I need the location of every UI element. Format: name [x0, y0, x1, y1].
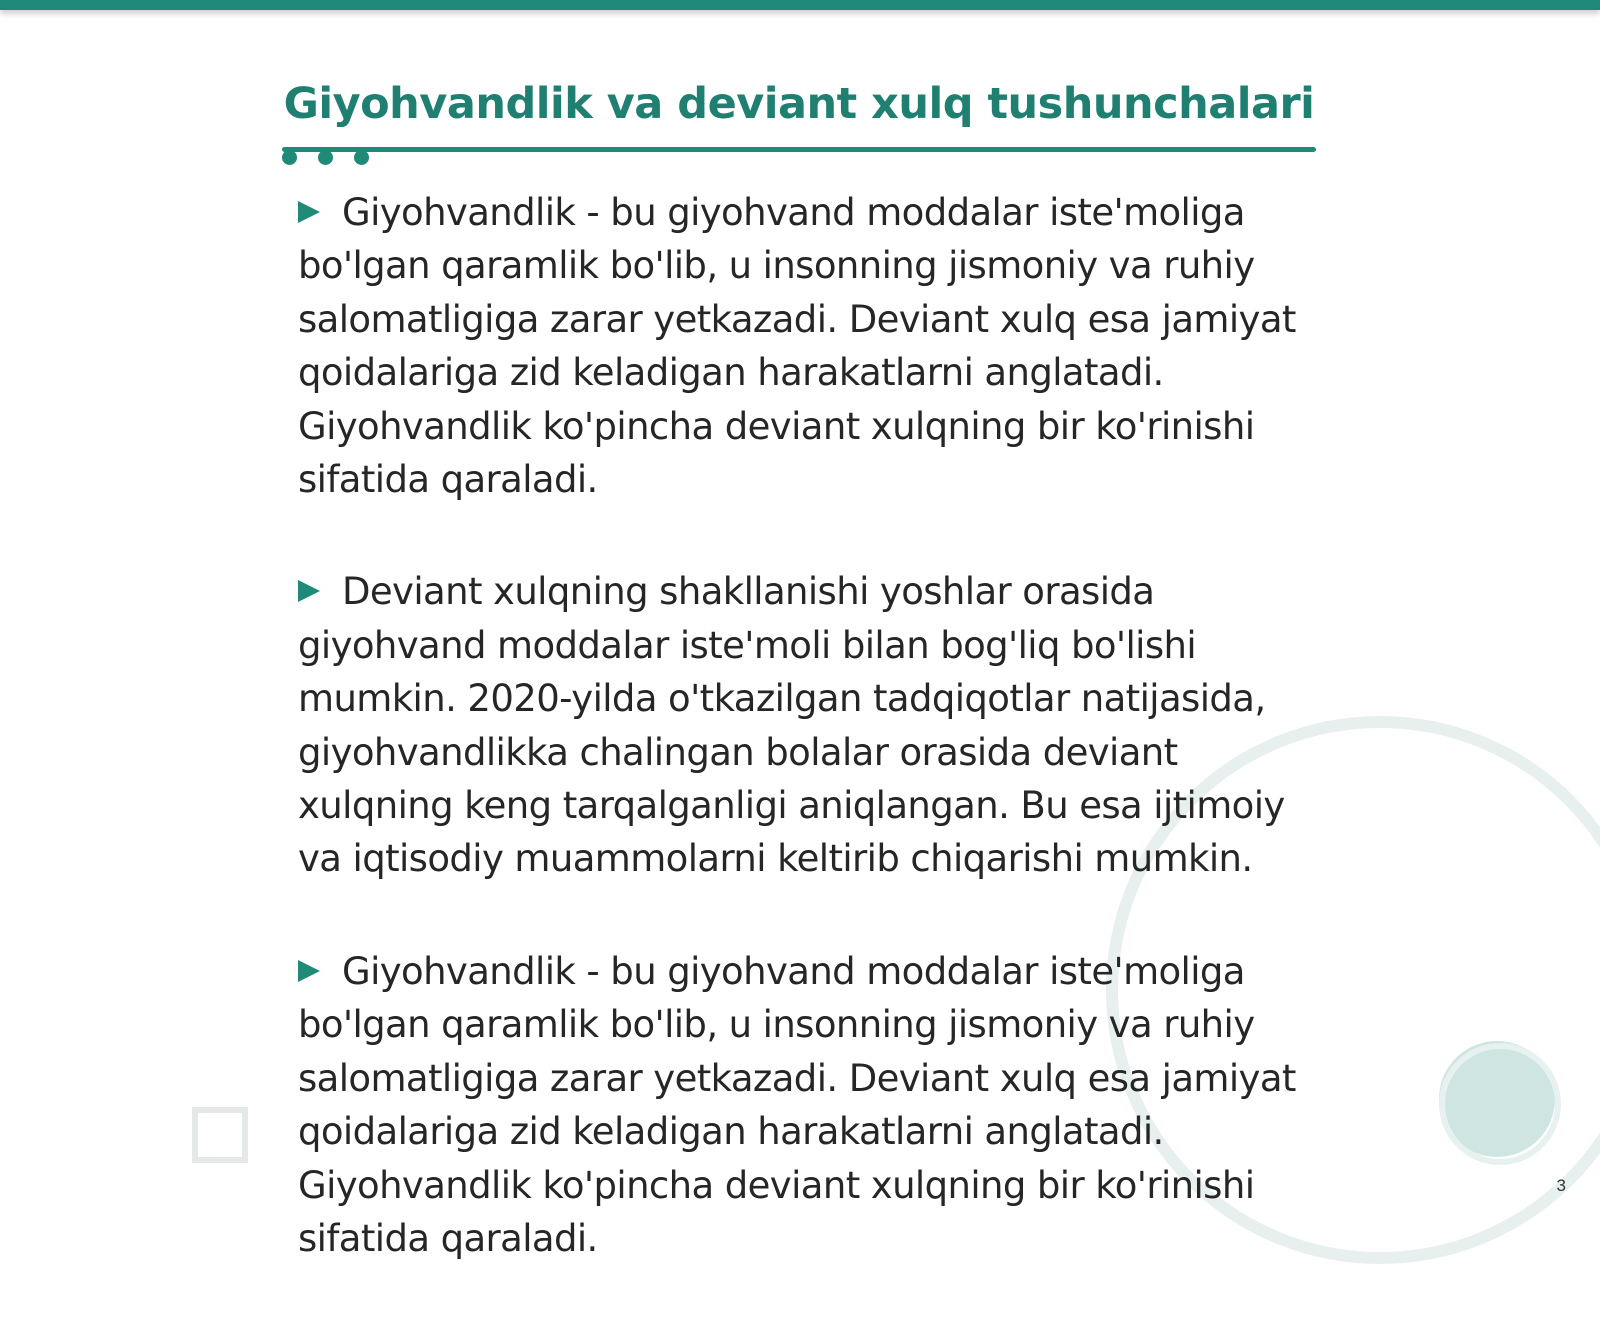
bullet-item: [298, 186, 1298, 506]
bullet-item: [298, 945, 1298, 1265]
title-underline: [282, 147, 1316, 152]
bullet-text: Giyohvandlik - bu giyohvand moddalar iste'moliga bo'lgan qaramlik bo'lib, u insonning jismoniy va ruhiy salomatligiga zarar yetkazadi. Deviant xulq esa jamiyat qoidalariga zid keladigan harakatlarni anglatadi. Giyohvandlik ko'pincha deviant xulqning bir ko'rinishi sifatida qaraladi.: [298, 949, 1296, 1260]
dot-icon: [318, 150, 333, 165]
bullet-item: [298, 565, 1298, 885]
triangle-right-icon: [298, 580, 320, 602]
slide-title: Giyohvandlik va deviant xulq tushunchalari: [283, 79, 1315, 129]
dot-icon: [282, 150, 297, 165]
page-number: 3: [1556, 1176, 1566, 1195]
bullet-text: Giyohvandlik - bu giyohvand moddalar iste'moliga bo'lgan qaramlik bo'lib, u insonning jismoniy va ruhiy salomatligiga zarar yetkazadi. Deviant xulq esa jamiyat qoidalariga zid keladigan harakatlarni anglatadi. Giyohvandlik ko'pincha deviant xulqning bir ko'rinishi sifatida qaraladi.: [298, 191, 1296, 502]
triangle-right-icon: [298, 960, 320, 982]
dot-icon: [354, 150, 369, 165]
triangle-right-icon: [298, 201, 320, 223]
bullet-text: Deviant xulqning shakllanishi yoshlar orasida giyohvand moddalar iste'moli bilan bog'liq bo'lishi mumkin. 2020-yilda o'tkazilgan tadqiqotlar natijasida, giyohvandlikka chalingan bolalar orasida deviant xulqning keng tarqalganligi aniqlangan. Bu esa ijtimoiy va iqtisodiy muammolarni keltirib chiqarishi mumkin.: [298, 570, 1285, 881]
outline-square: [195, 1110, 245, 1160]
bullet-list: [298, 186, 1298, 1324]
